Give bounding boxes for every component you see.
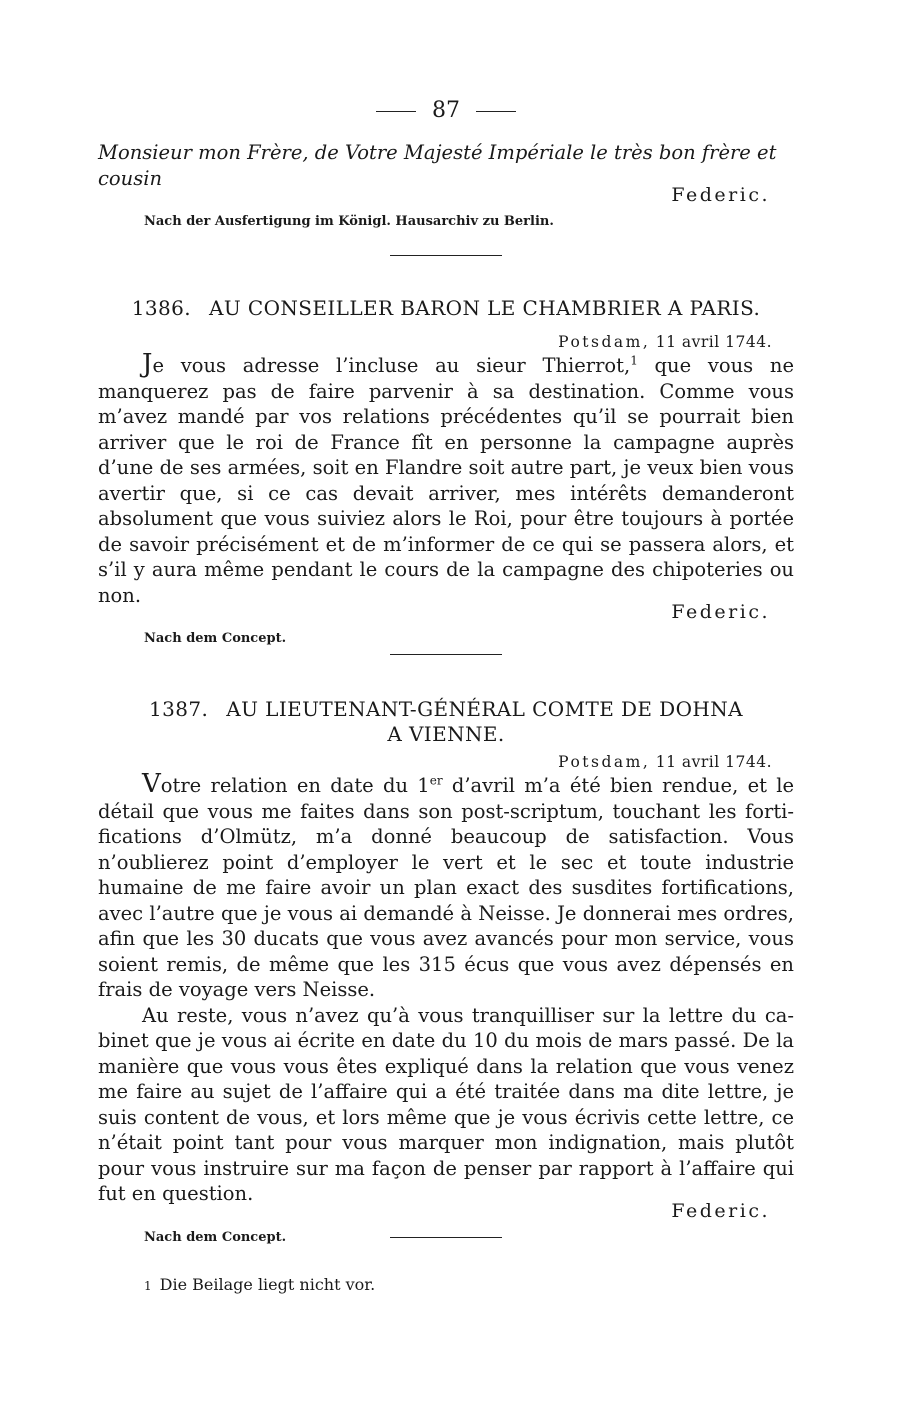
source-note: Nach dem Concept. xyxy=(144,631,287,646)
drop-cap: V xyxy=(142,769,161,799)
previous-letter-closing xyxy=(98,140,794,231)
closing-line-2: cousin xyxy=(98,166,163,190)
letter-number: 1387. xyxy=(149,697,209,721)
letter-addressee: AU LIEUTENANT-GÉNÉRAL COMTE DE DOHNA xyxy=(226,697,743,721)
letter-addressee: AU CONSEILLER BARON LE CHAMBRIER A PARIS. xyxy=(209,296,761,320)
signature: Federic. xyxy=(671,1199,770,1222)
signature: Federic. xyxy=(671,601,770,623)
document-page xyxy=(98,96,794,1245)
source-note: Nach der Ausfertigung im Königl. Hausarchiv zu Berlin. xyxy=(144,214,554,229)
place-date xyxy=(98,751,794,773)
page-number: 87 xyxy=(98,96,794,126)
letter-1387 xyxy=(98,697,794,1247)
place: Potsdam, xyxy=(558,333,651,351)
footnote-reference[interactable]: 1 xyxy=(630,353,638,368)
section-divider xyxy=(390,1237,502,1238)
section-divider xyxy=(390,255,502,256)
drop-cap: J xyxy=(142,349,153,379)
letter-number: 1386. xyxy=(131,296,192,320)
rule-right xyxy=(476,111,516,112)
footnote-number: 1 xyxy=(144,1279,152,1293)
signature: Federic. xyxy=(671,184,770,206)
closing-line-1: Monsieur mon Frère, de Votre Majesté Impériale le très bon frère et xyxy=(98,141,777,164)
footnotes xyxy=(144,1274,375,1297)
letter-heading-line-2: A VIENNE. xyxy=(387,722,505,746)
source-note: Nach dem Concept. xyxy=(144,1229,287,1245)
place-date xyxy=(98,331,794,353)
letter-paragraph: Je vous adresse l’incluse au sieur Thierrot,$^1$ que vous ne manquerez pas de faire parvenir à sa destination. Comme vous m’avez mandé par vos relations précédentes qu’il se pourrait bien arriver que le roi de France fît en personne la campagne auprès d’une de ses armées, soit en Flandre soit autre part, je veux bien vous avertir que, si ce cas devait arriver, mes intérêts demanderont absolument que vous suiviez alors le Roi, pour être toujours à portée de savoir précisément et de m’informer de ce qui se passera alors, et s’il y aura même pendant le cours de la campagne des chipoteries ou non. xyxy=(98,349,794,607)
rule-left xyxy=(376,111,416,112)
section-divider xyxy=(390,654,502,655)
letter-paragraph: Au reste, vous n’avez qu’à vous tranquilliser sur la lettre du cabinet que je vous ai écrite en date du 10 du mois de mars passé. De la manière que vous vous êtes expliqué dans la relation que vous venez me faire au sujet de l’affaire qui a été traitée dans ma dite lettre, je suis content de vous, et lors même que je vous écrivis cette lettre, ce n’était point tant pour vous marquer mon indignation, mais plutôt pour vous instruire sur ma façon de penser par rapport à l’affaire qui fut en question. xyxy=(98,1003,794,1205)
letter-1386 xyxy=(98,296,794,648)
letter-heading xyxy=(98,697,794,722)
letter-paragraph: Votre relation en date du 1er d’avril m’a été bien rendue, et le détail que vous me faites dans son post-scriptum, touchant les fortifications d’Olmütz, m’a donné beaucoup de satisfaction. Vous n’oublierez point d’employer le vert et le sec et toute industrie humaine de me faire avoir un plan exact des susdites fortifications, avec l’autre que je vous ai demandé à Neisse. Je donnerai mes ordres, afin que les 30 ducats que vous avez avancés pour mon service, vous soient remis, de même que les 315 écus que vous avez dépensés en frais de voyage vers Neisse. xyxy=(98,769,794,1001)
date: 11 avril 1744. xyxy=(655,753,772,771)
letter-heading xyxy=(98,296,794,321)
superscript: er xyxy=(429,773,443,788)
footnote-text: Die Beilage liegt nicht vor. xyxy=(159,1275,376,1294)
date: 11 avril 1744. xyxy=(655,333,772,351)
place: Potsdam, xyxy=(558,753,651,771)
